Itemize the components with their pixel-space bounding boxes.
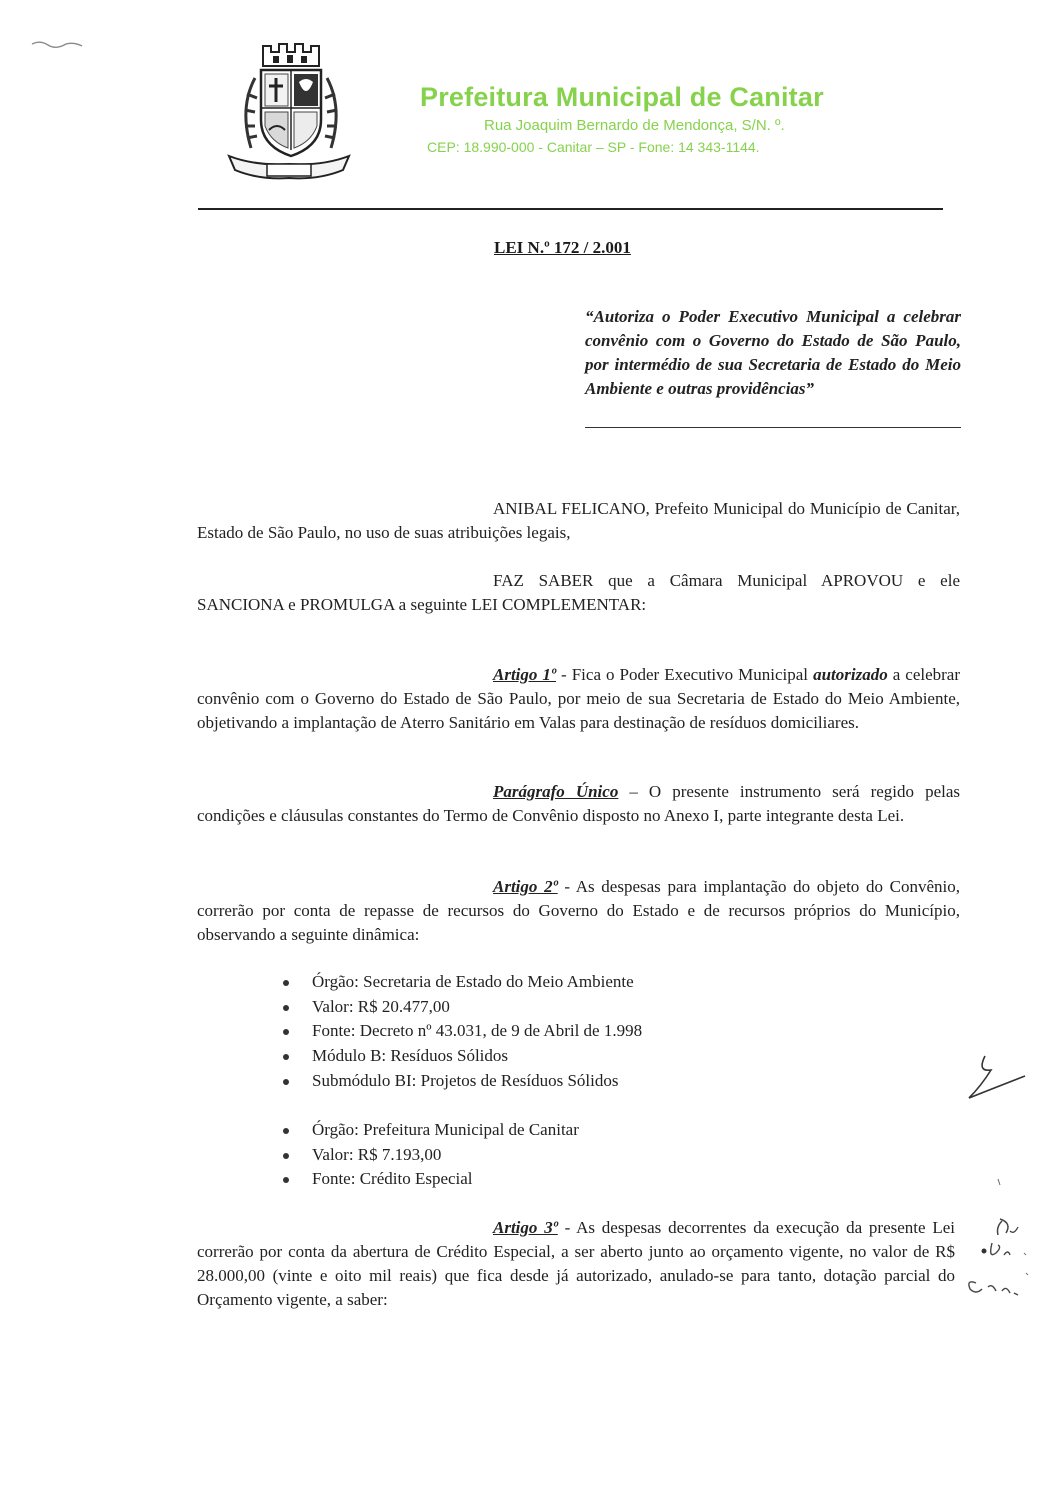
law-ementa: “Autoriza o Poder Executivo Municipal a celebrar convênio com o Governo do Estado de São Paulo, por intermédio de sua Secretaria de Estado do Meio Ambiente e outras providências” <box>585 307 961 398</box>
list-item: Módulo B: Resíduos Sólidos <box>283 1044 642 1069</box>
handwritten-initials <box>955 1050 1035 1110</box>
sole-paragraph-label: Parágrafo Único <box>493 782 619 801</box>
pen-mark <box>30 36 90 52</box>
municipality-address: Rua Joaquim Bernardo de Mendonça, S/N. º. <box>484 117 785 134</box>
list-item: Órgão: Prefeitura Municipal de Canitar <box>283 1118 579 1143</box>
preamble-paragraph: ANIBAL FELICANO, Prefeito Municipal do Município de Canitar, Estado de São Paulo, no uso de suas atribuições legais, <box>197 499 960 542</box>
article-1-text-a: - Fica o Poder Executivo Municipal <box>556 665 814 684</box>
list-item: Valor: R$ 20.477,00 <box>283 995 642 1020</box>
article-1-emphasis: autorizado <box>813 665 888 684</box>
list-item: Órgão: Secretaria de Estado do Meio Ambiente <box>283 970 642 995</box>
law-title: LEI N.º 172 / 2.001 <box>494 238 631 257</box>
article-2 <box>197 875 960 947</box>
ementa-divider <box>585 427 961 428</box>
article-1-text-b: a celebrar convênio com o Governo do Estado de São Paulo, por meio de sua Secretaria de Estado do Meio Ambiente, objetivando a implantação de Aterro Sanitário em Valas para destinação de resíduos domiciliares. <box>197 665 961 732</box>
promulgation-paragraph: FAZ SABER que a Câmara Municipal APROVOU e ele SANCIONA e PROMULGA a seguinte LEI COMPLEMENTAR: <box>197 571 960 614</box>
list-item: Fonte: Decreto nº 43.031, de 9 de Abril de 1.998 <box>283 1019 642 1044</box>
margin-stamp-fragment <box>940 1175 1050 1335</box>
article-1-label: Artigo 1º <box>493 665 557 684</box>
city-funding-list <box>283 1118 579 1192</box>
article-2-label: Artigo 2º <box>493 877 558 896</box>
list-item: Submódulo BI: Projetos de Resíduos Sólidos <box>283 1069 642 1094</box>
state-funding-list <box>283 970 642 1093</box>
article-1 <box>197 663 960 735</box>
municipality-contact: CEP: 18.990-000 - Canitar – SP - Fone: 14 343-1144. <box>427 139 760 155</box>
coat-of-arms-icon <box>225 38 353 186</box>
article-3 <box>197 1216 955 1312</box>
sole-paragraph-text: – O presente instrumento será regido pelas condições e cláusulas constantes do Termo de Convênio disposto no Anexo I, parte integrante desta Lei. <box>197 782 960 825</box>
list-item: Fonte: Crédito Especial <box>283 1167 579 1192</box>
article-3-text: - As despesas decorrentes da execução da presente Lei correrão por conta da abertura de Crédito Especial, a ser aberto junto ao orçamento vigente, no valor de R$ 28.000,00 (vinte e oito mil reais) que fica desde já autorizado, anulado-se para tanto, dotação parcial do Orçamento vigente, a saber: <box>197 1218 955 1309</box>
article-3-label: Artigo 3º <box>493 1218 558 1237</box>
list-item: Valor: R$ 7.193,00 <box>283 1143 579 1168</box>
header-divider <box>198 208 943 210</box>
municipality-title: Prefeitura Municipal de Canitar <box>420 82 824 112</box>
sole-paragraph <box>197 780 960 828</box>
article-2-text: - As despesas para implantação do objeto do Convênio, correrão por conta de repasse de recursos do Governo do Estado e de recursos próprios do Município, observando a seguinte dinâmica: <box>197 877 960 944</box>
